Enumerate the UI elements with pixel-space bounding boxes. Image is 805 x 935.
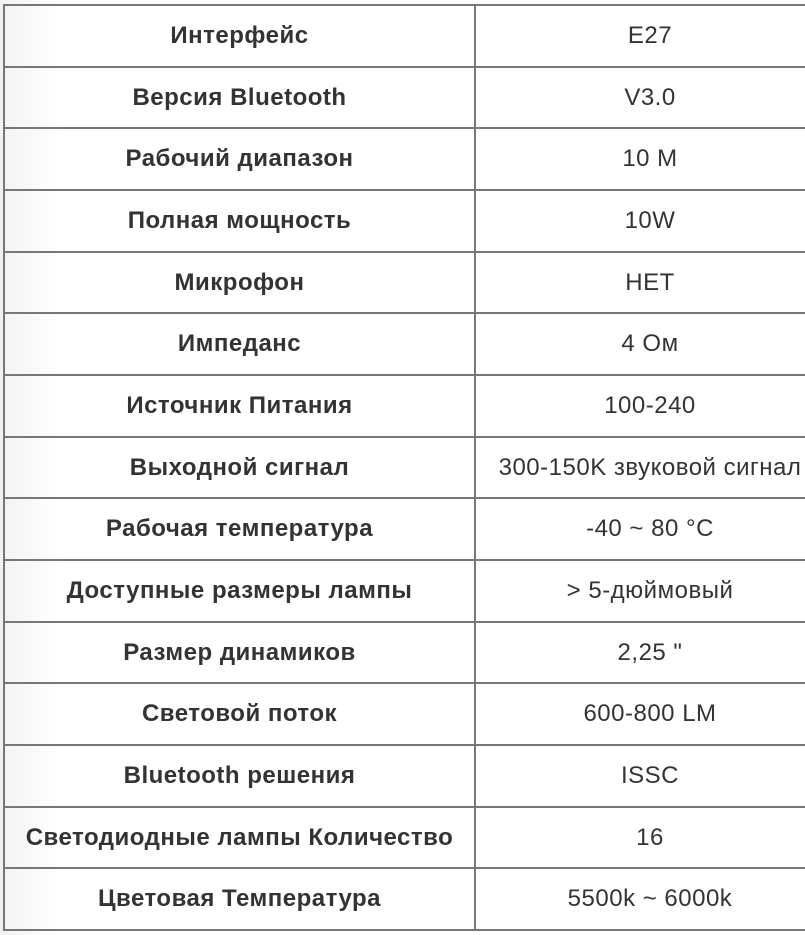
- spec-row: [4, 807, 805, 869]
- spec-value: 2,25 ": [475, 622, 805, 684]
- spec-value: 300-150K звуковой сигнал: [475, 437, 805, 499]
- spec-label: Импеданс: [4, 313, 475, 375]
- spec-label: Световой поток: [4, 683, 475, 745]
- spec-value: > 5-дюймовый: [475, 560, 805, 622]
- spec-row: [4, 745, 805, 807]
- spec-label: Версия Bluetooth: [4, 67, 475, 129]
- spec-value: 600-800 LM: [475, 683, 805, 745]
- spec-label: Рабочий диапазон: [4, 128, 475, 190]
- spec-label: Светодиодные лампы Количество: [4, 807, 475, 869]
- spec-row: [4, 683, 805, 745]
- spec-value: НЕТ: [475, 252, 805, 314]
- spec-row: [4, 5, 805, 67]
- spec-row: [4, 128, 805, 190]
- spec-label: Доступные размеры лампы: [4, 560, 475, 622]
- spec-label: Микрофон: [4, 252, 475, 314]
- spec-label: Рабочая температура: [4, 498, 475, 560]
- spec-row: [4, 868, 805, 930]
- spec-row: [4, 190, 805, 252]
- spec-value: 16: [475, 807, 805, 869]
- spec-label: Выходной сигнал: [4, 437, 475, 499]
- spec-table-body: [4, 5, 805, 930]
- spec-row: [4, 313, 805, 375]
- spec-label: Размер динамиков: [4, 622, 475, 684]
- spec-row: [4, 498, 805, 560]
- spec-row: [4, 437, 805, 499]
- spec-value: 100-240: [475, 375, 805, 437]
- spec-row: [4, 67, 805, 129]
- spec-row: [4, 622, 805, 684]
- spec-row: [4, 375, 805, 437]
- spec-value: E27: [475, 5, 805, 67]
- spec-row: [4, 252, 805, 314]
- spec-table: [3, 4, 805, 931]
- spec-value: 5500k ~ 6000k: [475, 868, 805, 930]
- spec-label: Источник Питания: [4, 375, 475, 437]
- spec-label: Цветовая Температура: [4, 868, 475, 930]
- spec-value: -40 ~ 80 °C: [475, 498, 805, 560]
- spec-value: V3.0: [475, 67, 805, 129]
- spec-label: Интерфейс: [4, 5, 475, 67]
- spec-value: 4 Ом: [475, 313, 805, 375]
- spec-row: [4, 560, 805, 622]
- spec-label: Bluetooth решения: [4, 745, 475, 807]
- spec-value: ISSC: [475, 745, 805, 807]
- spec-value: 10W: [475, 190, 805, 252]
- spec-value: 10 M: [475, 128, 805, 190]
- spec-label: Полная мощность: [4, 190, 475, 252]
